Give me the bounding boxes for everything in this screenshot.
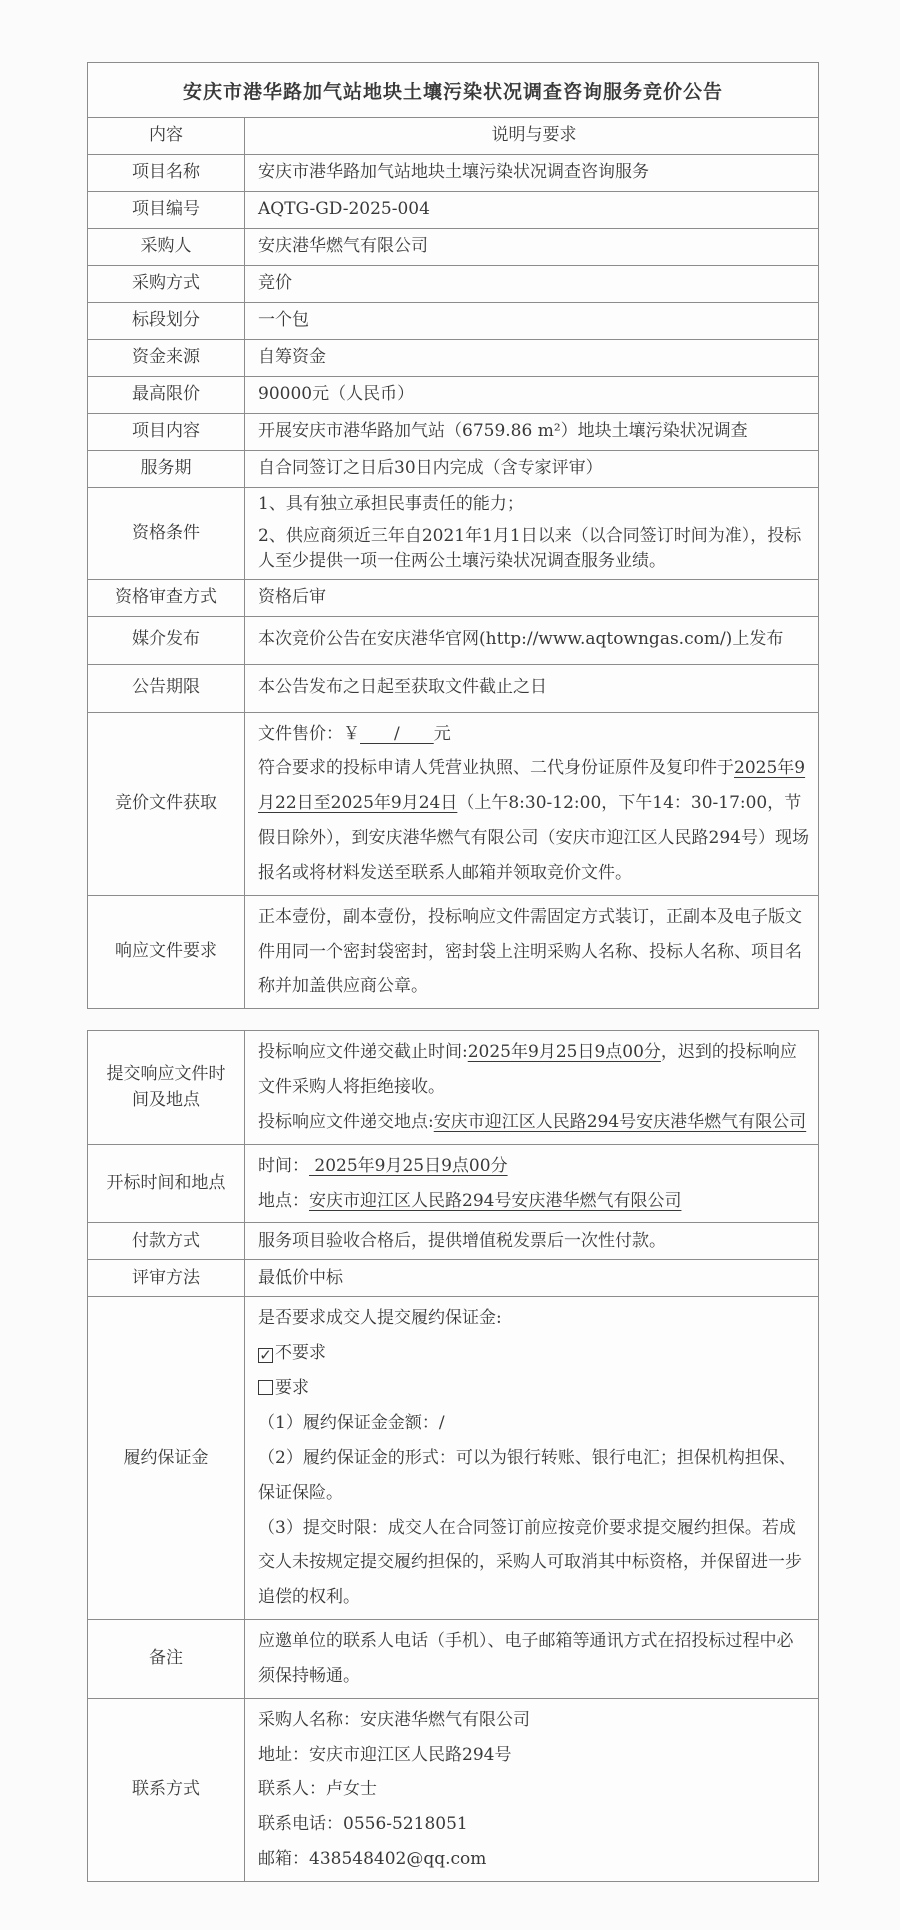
paragraph (258, 584, 810, 611)
row-content-bid-opening-time-place (245, 1145, 818, 1223)
row-label-notice-period: 公告期限 (88, 665, 245, 712)
text-run: 地点： (258, 1190, 309, 1211)
row-content-payment-method (245, 1223, 818, 1259)
paragraph (258, 1228, 810, 1255)
underlined-value: 2025年9月25日9点00分 (309, 1155, 508, 1176)
paragraph (258, 1441, 810, 1511)
paragraph (258, 455, 810, 482)
row-label-project-number: 项目编号 (88, 192, 245, 228)
row-label-project-name: 项目名称 (88, 155, 245, 191)
paragraph (258, 344, 810, 371)
text-run: 本次竞价公告在安庆港华官网(http://www.aqtowngas.com/)上发布 (258, 629, 784, 650)
row-media-release (88, 616, 818, 664)
paragraph (258, 1511, 810, 1616)
row-content-performance-bond (245, 1297, 818, 1619)
row-contact (88, 1698, 818, 1881)
paragraph (258, 626, 810, 653)
underlined-value: 安庆市迎江区人民路294号安庆港华燃气有限公司 (309, 1190, 682, 1211)
paragraph (258, 270, 810, 297)
row-label-evaluation-method: 评审方法 (88, 1260, 245, 1296)
row-header (88, 117, 818, 154)
row-label-payment-method: 付款方式 (88, 1223, 245, 1259)
paragraph (258, 1301, 810, 1336)
text-run: 安庆市港华路加气站地块土壤污染状况调查咨询服务 (258, 162, 649, 183)
row-qualification (88, 487, 818, 579)
row-label-service-period: 服务期 (88, 451, 245, 487)
text-run: （1）履约保证金金额：/ (258, 1413, 445, 1433)
row-payment-method (88, 1222, 818, 1259)
paragraph (258, 524, 810, 575)
paragraph (258, 492, 810, 518)
row-label-funding-source: 资金来源 (88, 340, 245, 376)
paragraph (258, 1371, 810, 1406)
text-run: 2、供应商须近三年自2021年1月1日以来（以合同签订时间为准），投标人至少提供一项一住两公土壤污染状况调查服务业绩。 (258, 525, 802, 571)
text-run: 联系人：卢女士 (258, 1779, 377, 1800)
row-content-contact (245, 1699, 818, 1881)
row-label-submission-time-place: 提交响应文件时间及地点 (88, 1031, 245, 1144)
text-run: 1、具有独立承担民事责任的能力； (258, 494, 524, 514)
text-run: 说明与要求 (491, 125, 577, 146)
row-label-qualification-review: 资格审查方式 (88, 580, 245, 616)
text-run: 开展安庆市港华路加气站（6759.86 m²）地块土壤污染状况调查 (258, 421, 748, 442)
text-run: 不要求 (275, 1343, 326, 1364)
paragraph (258, 1149, 810, 1184)
row-label-contact: 联系方式 (88, 1699, 245, 1881)
paragraph (258, 233, 810, 260)
row-content-header (245, 118, 818, 154)
row-label-purchaser: 采购人 (88, 229, 245, 265)
text-run: 资格后审 (258, 586, 326, 607)
unchecked-checkbox-icon (258, 1380, 273, 1395)
row-content-purchaser (245, 229, 818, 265)
paragraph (258, 307, 810, 334)
row-service-period (88, 450, 818, 487)
row-evaluation-method (88, 1259, 818, 1296)
row-content-funding-source (245, 340, 818, 376)
paragraph (258, 1807, 810, 1842)
paragraph (258, 717, 810, 752)
underlined-value: 2025年9月22日至2025年9月24日 (258, 758, 806, 814)
row-project-number (88, 191, 818, 228)
text-run: （3）提交时限：成交人在合同签订前应按竞价要求提交履约担保。若成交人未按规定提交履约担保的，采购人可取消其中标资格，并保留进一步追偿的权利。 (258, 1517, 802, 1608)
row-label-procurement-method: 采购方式 (88, 266, 245, 302)
row-remarks (88, 1619, 818, 1698)
text-run: 一个包 (258, 310, 309, 331)
text-run: （2）履约保证金的形式：可以为银行转账、银行电汇；担保机构担保、保证保险。 (258, 1447, 796, 1503)
underlined-value: 安庆市迎江区人民路294号安庆港华燃气有限公司 (433, 1111, 807, 1132)
row-project-content (88, 413, 818, 450)
row-content-procurement-method (245, 266, 818, 302)
row-content-service-period (245, 451, 818, 487)
row-content-lot-division (245, 303, 818, 339)
paragraph (258, 1265, 810, 1292)
text-run: 自合同签订之日后30日内完成（含专家评审） (258, 458, 603, 479)
paragraph (258, 1336, 810, 1371)
text-run: （上午8:30-12:00，下午14：30-17:00，节假日除外），到安庆港华燃气有限公司（安庆市迎江区人民路294号）现场报名或将材料发送至联系人邮箱并领取竞价文件。 (258, 793, 809, 883)
text-run: 应邀单位的联系人电话（手机）、电子邮箱等通讯方式在招投标过程中必须保持畅通。 (258, 1631, 794, 1686)
row-notice-period (88, 664, 818, 712)
row-content-project-name (245, 155, 818, 191)
text-run: 邮箱：438548402@qq.com (258, 1849, 487, 1870)
row-label-remarks: 备注 (88, 1620, 245, 1698)
paragraph (258, 196, 810, 223)
paragraph (258, 1105, 810, 1140)
text-run: 投标响应文件递交截止时间: (258, 1042, 468, 1063)
text-run: 安庆港华燃气有限公司 (258, 236, 428, 257)
row-bid-opening-time-place (88, 1144, 818, 1223)
text-run: 90000元（人民币） (258, 384, 415, 405)
row-content-response-doc-requirements (245, 896, 818, 1009)
paragraph (258, 159, 810, 186)
row-submission-time-place (88, 1031, 818, 1144)
text-run: 本公告发布之日起至获取文件截止之日 (258, 677, 547, 698)
paragraph (258, 1035, 810, 1105)
row-label-response-doc-requirements: 响应文件要求 (88, 896, 245, 1009)
row-content-media-release (245, 617, 818, 664)
text-run: 服务项目验收合格后，提供增值税发票后一次性付款。 (258, 1230, 666, 1251)
row-content-project-content (245, 414, 818, 450)
row-lot-division (88, 302, 818, 339)
text-run: 元 (433, 723, 451, 744)
text-run: 时间： (258, 1155, 309, 1176)
row-content-notice-period (245, 665, 818, 712)
text-run: 要求 (275, 1378, 309, 1399)
underlined-value: 2025年9月25日9点00分 (467, 1042, 661, 1063)
notice-table-secondary (87, 1030, 819, 1882)
text-run: 正本壹份，副本壹份，投标响应文件需固定方式装订，正副本及电子版文件用同一个密封袋密封，密封袋上注明采购人名称、投标人名称、项目名称并加盖供应商公章。 (258, 906, 802, 997)
row-label-bid-opening-time-place: 开标时间和地点 (88, 1145, 245, 1223)
row-label-performance-bond: 履约保证金 (88, 1297, 245, 1619)
row-project-name (88, 154, 818, 191)
paragraph (258, 1624, 810, 1694)
row-procurement-method (88, 265, 818, 302)
text-run: 竞价 (258, 273, 292, 294)
paragraph (258, 1703, 810, 1738)
row-label-project-content: 项目内容 (88, 414, 245, 450)
row-response-doc-requirements (88, 895, 818, 1009)
notice-table-main (87, 62, 819, 1009)
row-content-document-acquisition (245, 713, 818, 895)
row-label-header: 内容 (88, 118, 245, 154)
text-run: AQTG-GD-2025-004 (258, 199, 430, 220)
row-label-document-acquisition: 竞价文件获取 (88, 713, 245, 895)
text-run: 是否要求成交人提交履约保证金: (258, 1308, 502, 1329)
paragraph (492, 122, 577, 149)
row-content-price-ceiling (245, 377, 818, 413)
row-label-lot-division: 标段划分 (88, 303, 245, 339)
row-label-qualification: 资格条件 (88, 488, 245, 579)
text-run: 最低价中标 (258, 1267, 343, 1288)
row-document-acquisition (88, 712, 818, 895)
text-run: 自筹资金 (258, 347, 326, 368)
paragraph (258, 1738, 810, 1773)
text-run: 采购人名称：安庆港华燃气有限公司 (258, 1709, 530, 1730)
paragraph (258, 418, 810, 445)
row-price-ceiling (88, 376, 818, 413)
paragraph (258, 900, 810, 1005)
paragraph (258, 1842, 810, 1877)
row-content-qualification (245, 488, 818, 579)
row-label-price-ceiling: 最高限价 (88, 377, 245, 413)
checked-checkbox-icon: ✓ (259, 1346, 272, 1365)
notice-title: 安庆市港华路加气站地块土壤污染状况调查咨询服务竞价公告 (182, 80, 723, 103)
row-qualification-review (88, 579, 818, 616)
text-run: 投标响应文件递交地点: (258, 1111, 434, 1132)
text-run: 符合要求的投标申请人凭营业执照、二代身份证原件及复印件于 (258, 758, 734, 779)
row-label-media-release: 媒介发布 (88, 617, 245, 664)
paragraph (258, 674, 810, 701)
row-purchaser (88, 228, 818, 265)
row-content-evaluation-method (245, 1260, 818, 1296)
row-content-qualification-review (245, 580, 818, 616)
text-run: 联系电话：0556-5218051 (258, 1814, 468, 1835)
underlined-value: / (360, 723, 434, 744)
row-content-submission-time-place (245, 1031, 818, 1144)
row-performance-bond (88, 1296, 818, 1619)
text-run: ，迟到的投标响应文件采购人将拒绝接收。 (258, 1042, 797, 1098)
paragraph (258, 1406, 810, 1441)
row-content-remarks (245, 1620, 818, 1698)
text-run: 地址：安庆市迎江区人民路294号 (258, 1744, 512, 1765)
row-funding-source (88, 339, 818, 376)
paragraph (258, 1184, 810, 1219)
text-run: 文件售价：￥ (258, 723, 360, 744)
paragraph (258, 381, 810, 408)
paragraph (258, 1772, 810, 1807)
paragraph (258, 751, 810, 890)
row-content-project-number (245, 192, 818, 228)
announcement-document (87, 0, 819, 1882)
